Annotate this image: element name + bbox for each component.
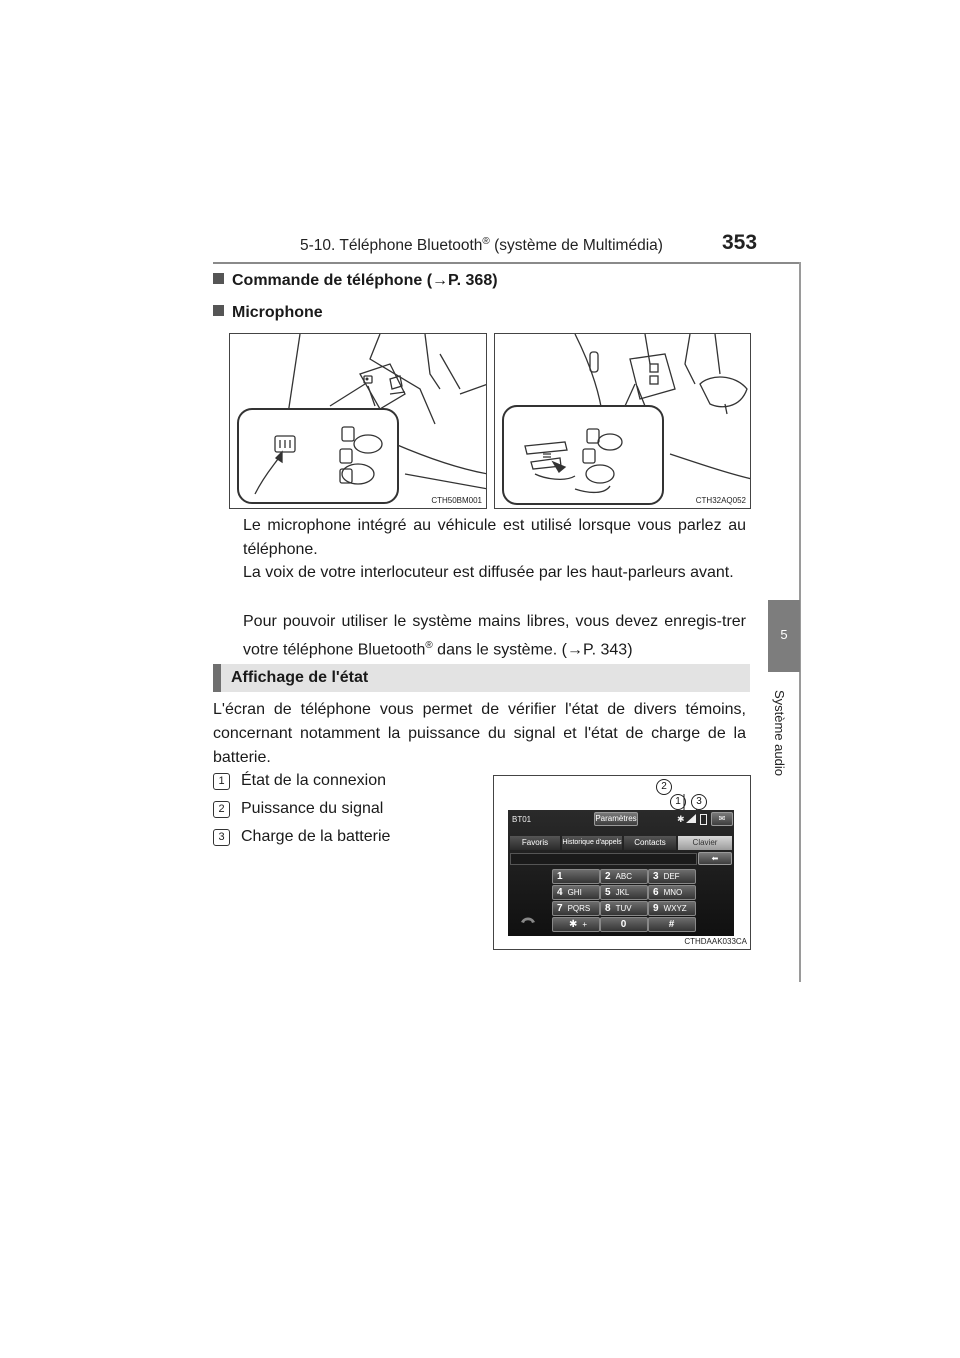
callout-2: 2 — [656, 779, 672, 795]
backspace-button[interactable]: ⬅ — [698, 852, 732, 865]
keypad-key[interactable]: 3 DEF — [648, 869, 696, 884]
figure-phone-screen — [493, 775, 751, 950]
running-header: 5-10. Téléphone Bluetooth® (système de Multimédia) — [300, 236, 663, 255]
callout-3: 3 — [691, 794, 707, 810]
section-heading-status: Affichage de l'état — [213, 664, 750, 692]
status-intro: L'écran de téléphone vous permet de vérifier l'état de divers témoins, concernant notamment la puissance du signal et l'état de charge de la batterie. — [213, 701, 746, 766]
call-handset-icon[interactable] — [520, 915, 536, 925]
tab-contacts[interactable]: Contacts — [624, 836, 676, 850]
chapter-label: Système audio — [772, 690, 787, 776]
heading-phone-control: Commande de téléphone (→P. 368) — [213, 272, 498, 290]
keypad-key[interactable]: 7 PQRS — [552, 901, 600, 916]
keypad-key[interactable]: 4 GHI — [552, 885, 600, 900]
header-rule — [213, 262, 801, 264]
tab-favorites[interactable]: Favoris — [510, 836, 560, 850]
figure-code: CTH32AQ052 — [695, 496, 746, 505]
device-name: BT01 — [512, 815, 532, 824]
keypad-key[interactable]: # — [648, 917, 696, 932]
square-bullet-icon — [213, 273, 224, 284]
keypad-key[interactable]: 8 TUV — [600, 901, 648, 916]
number-input[interactable] — [510, 853, 697, 865]
mic-paragraph-2: La voix de votre interlocuteur est diffusée par les haut-parleurs avant. — [243, 564, 734, 581]
keypad-key[interactable]: 5 JKL — [600, 885, 648, 900]
tab-keypad[interactable]: Clavier — [678, 836, 732, 850]
phone-display — [508, 810, 734, 936]
square-bullet-icon — [213, 305, 224, 316]
overhead-console-illustration — [230, 334, 487, 509]
mail-icon[interactable]: ✉ — [711, 812, 733, 826]
figure-microphone-no-sunroof — [229, 333, 487, 509]
mic-paragraph-3: Pour pouvoir utiliser le système mains libres, vous devez enregis-trer votre téléphone Bluetooth® dans le système. (→P. 343) — [243, 613, 746, 659]
tab-call-history[interactable]: Historique d'appels — [562, 836, 622, 850]
figure-code: CTH50BM001 — [431, 496, 482, 505]
keypad-key[interactable]: 0 — [600, 917, 648, 932]
keypad-key[interactable]: 9 WXYZ — [648, 901, 696, 916]
battery-icon — [700, 814, 707, 825]
keypad-key[interactable]: 6 MNO — [648, 885, 696, 900]
callout-1: 1 — [670, 794, 686, 810]
figure-microphone-with-sunroof — [494, 333, 751, 509]
overhead-console-sunroof-illustration — [495, 334, 751, 509]
mic-paragraph-1: Le microphone intégré au véhicule est utilisé lorsque vous parlez au téléphone. — [243, 517, 746, 558]
bluetooth-icon: ✱ — [677, 814, 685, 824]
keypad-key[interactable]: ✱ + — [552, 917, 600, 932]
list-item: 2 Puissance du signal — [213, 800, 383, 818]
keypad-key[interactable]: 2 ABC — [600, 869, 648, 884]
signal-strength-icon — [686, 814, 696, 823]
list-item: 1 État de la connexion — [213, 772, 386, 790]
figure-code: CTHDAAK033CA — [684, 937, 747, 946]
settings-button[interactable]: Paramètres — [594, 812, 638, 826]
chapter-number: 5 — [780, 627, 788, 642]
keypad-key[interactable]: 1 — [552, 869, 600, 884]
list-item: 3 Charge de la batterie — [213, 828, 390, 846]
page-number: 353 — [722, 231, 758, 254]
heading-microphone: Microphone — [213, 304, 323, 322]
